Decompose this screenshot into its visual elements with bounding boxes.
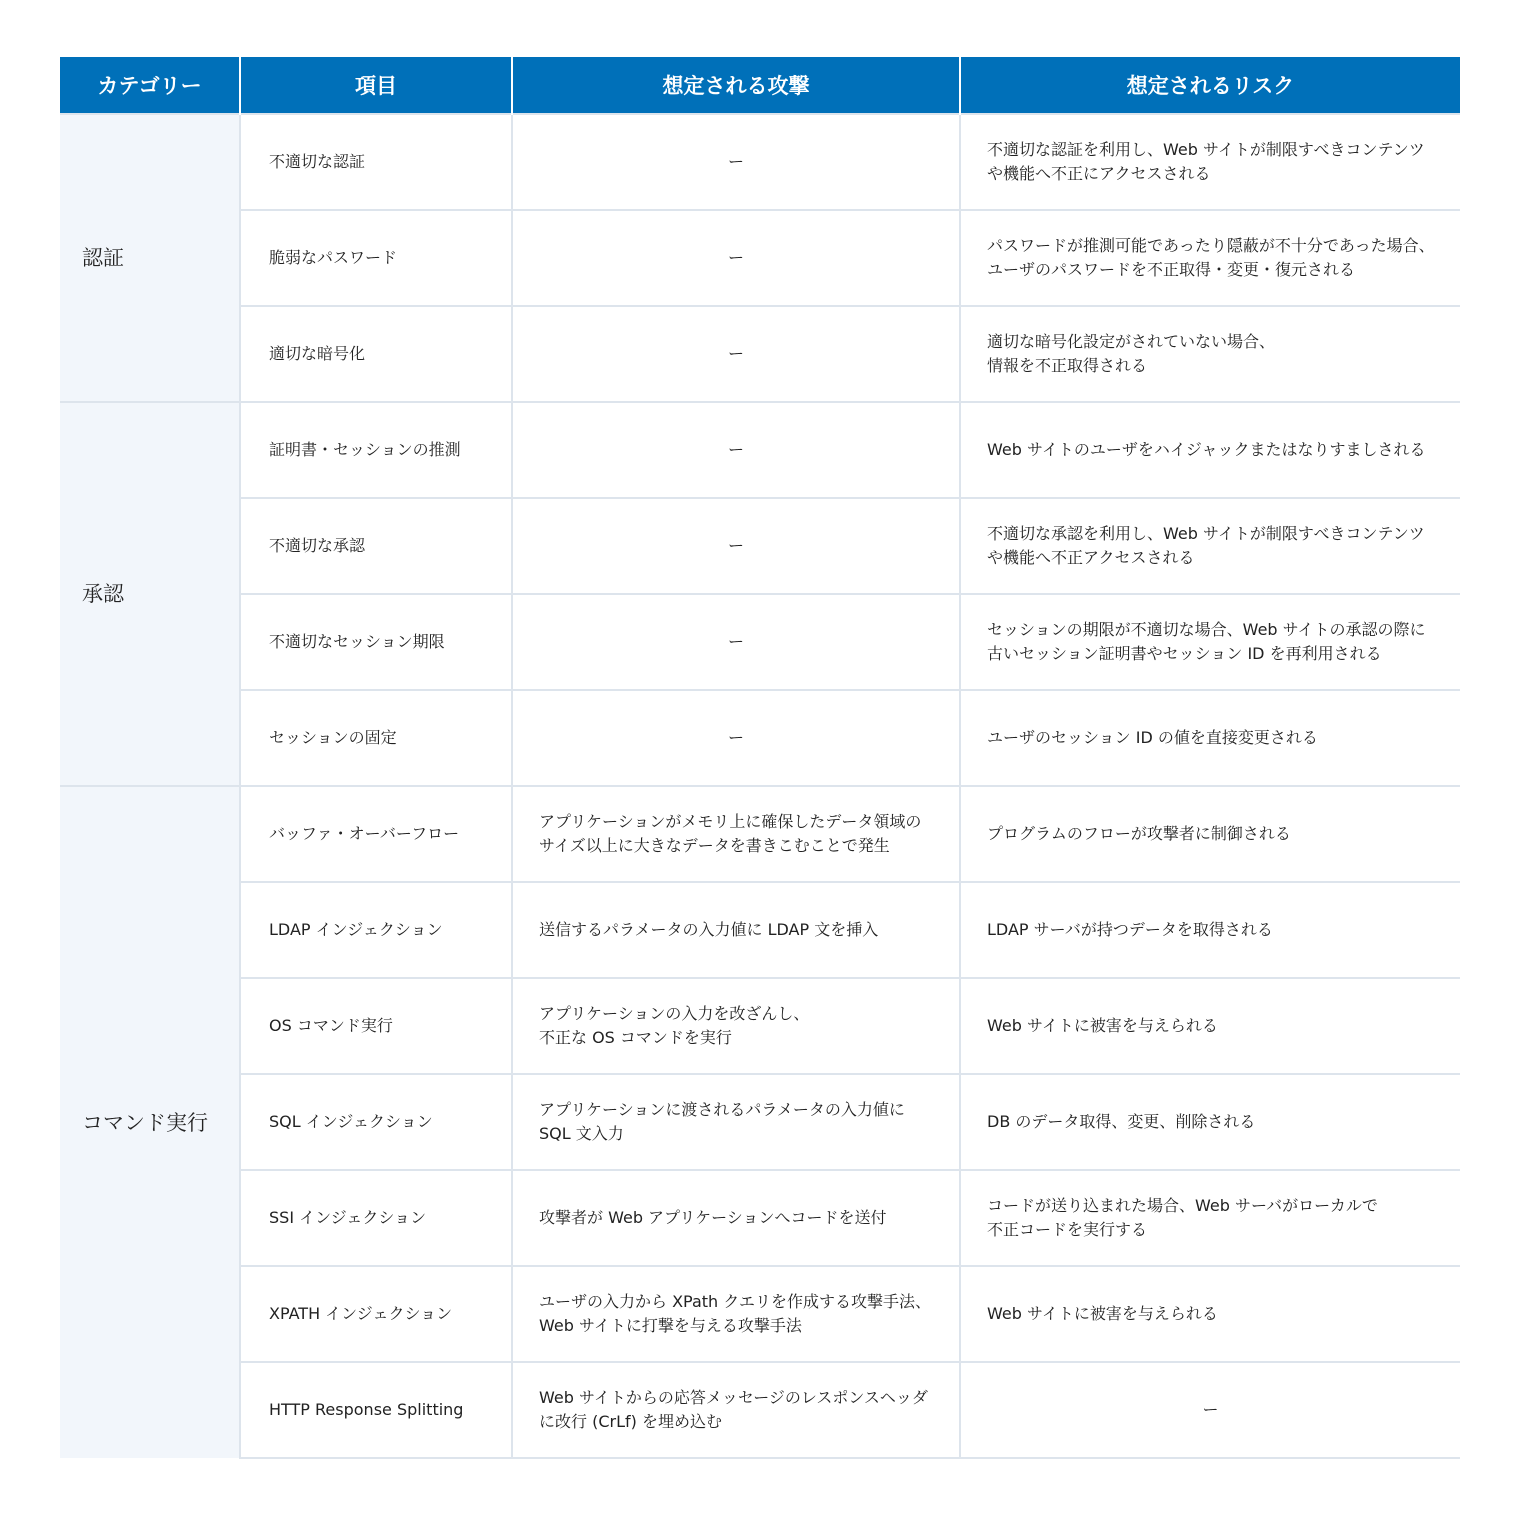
table-body [60, 114, 1460, 1458]
table-row [60, 1362, 1460, 1458]
item-cell: SQL インジェクション [240, 1074, 512, 1170]
attack-cell: 送信するパラメータの入力値に LDAP 文を挿入 [512, 882, 960, 978]
attack-cell: ー [512, 210, 960, 306]
risk-table [60, 57, 1460, 1459]
header-category: カテゴリー [60, 57, 240, 114]
risk-cell: ー [960, 1362, 1460, 1458]
table-row [60, 882, 1460, 978]
risk-cell: 不適切な認証を利用し、Web サイトが制限すべきコンテンツ や機能へ不正にアクセスされる [960, 114, 1460, 210]
item-cell: 適切な暗号化 [240, 306, 512, 402]
attack-cell: アプリケーションがメモリ上に確保したデータ領域の サイズ以上に大きなデータを書きこむことで発生 [512, 786, 960, 882]
attack-cell: ー [512, 498, 960, 594]
category-cell: コマンド実行 [60, 786, 240, 1458]
risk-cell: パスワードが推測可能であったり隠蔽が不十分であった場合、 ユーザのパスワードを不正取得・変更・復元される [960, 210, 1460, 306]
risk-cell: ユーザのセッション ID の値を直接変更される [960, 690, 1460, 786]
attack-cell: アプリケーションの入力を改ざんし、 不正な OS コマンドを実行 [512, 978, 960, 1074]
risk-cell: LDAP サーバが持つデータを取得される [960, 882, 1460, 978]
attack-cell: 攻撃者が Web アプリケーションへコードを送付 [512, 1170, 960, 1266]
risk-cell: 適切な暗号化設定がされていない場合、 情報を不正取得される [960, 306, 1460, 402]
risk-cell: プログラムのフローが攻撃者に制御される [960, 786, 1460, 882]
header-attack: 想定される攻撃 [512, 57, 960, 114]
table-row [60, 210, 1460, 306]
risk-cell: 不適切な承認を利用し、Web サイトが制限すべきコンテンツ や機能へ不正アクセスされる [960, 498, 1460, 594]
item-cell: 不適切な認証 [240, 114, 512, 210]
header-row [60, 57, 1460, 114]
item-cell: OS コマンド実行 [240, 978, 512, 1074]
item-cell: 証明書・セッションの推測 [240, 402, 512, 498]
category-cell: 認証 [60, 114, 240, 402]
attack-cell: Web サイトからの応答メッセージのレスポンスヘッダ に改行 (CrLf) を埋め込む [512, 1362, 960, 1458]
table-row [60, 306, 1460, 402]
table-row [60, 1074, 1460, 1170]
table-row [60, 978, 1460, 1074]
attack-cell: ー [512, 402, 960, 498]
risk-cell: DB のデータ取得、変更、削除される [960, 1074, 1460, 1170]
item-cell: 不適切なセッション期限 [240, 594, 512, 690]
item-cell: バッファ・オーバーフロー [240, 786, 512, 882]
table-row [60, 1266, 1460, 1362]
item-cell: HTTP Response Splitting [240, 1362, 512, 1458]
attack-cell: ー [512, 690, 960, 786]
table-row [60, 786, 1460, 882]
item-cell: 不適切な承認 [240, 498, 512, 594]
table-row [60, 1170, 1460, 1266]
attack-cell: ユーザの入力から XPath クエリを作成する攻撃手法、 Web サイトに打撃を与える攻撃手法 [512, 1266, 960, 1362]
risk-cell: Web サイトに被害を与えられる [960, 1266, 1460, 1362]
category-cell: 承認 [60, 402, 240, 786]
table-row [60, 690, 1460, 786]
item-cell: XPATH インジェクション [240, 1266, 512, 1362]
table-row [60, 594, 1460, 690]
risk-cell: Web サイトに被害を与えられる [960, 978, 1460, 1074]
table-header [60, 57, 1460, 114]
header-risk: 想定されるリスク [960, 57, 1460, 114]
table-row [60, 114, 1460, 210]
item-cell: LDAP インジェクション [240, 882, 512, 978]
table-row [60, 402, 1460, 498]
attack-cell: ー [512, 594, 960, 690]
risk-cell: セッションの期限が不適切な場合、Web サイトの承認の際に 古いセッション証明書やセッション ID を再利用される [960, 594, 1460, 690]
item-cell: 脆弱なパスワード [240, 210, 512, 306]
risk-cell: コードが送り込まれた場合、Web サーバがローカルで 不正コードを実行する [960, 1170, 1460, 1266]
attack-cell: ー [512, 306, 960, 402]
attack-cell: アプリケーションに渡されるパラメータの入力値に SQL 文入力 [512, 1074, 960, 1170]
table-row [60, 498, 1460, 594]
header-item: 項目 [240, 57, 512, 114]
attack-cell: ー [512, 114, 960, 210]
item-cell: セッションの固定 [240, 690, 512, 786]
item-cell: SSI インジェクション [240, 1170, 512, 1266]
risk-cell: Web サイトのユーザをハイジャックまたはなりすましされる [960, 402, 1460, 498]
